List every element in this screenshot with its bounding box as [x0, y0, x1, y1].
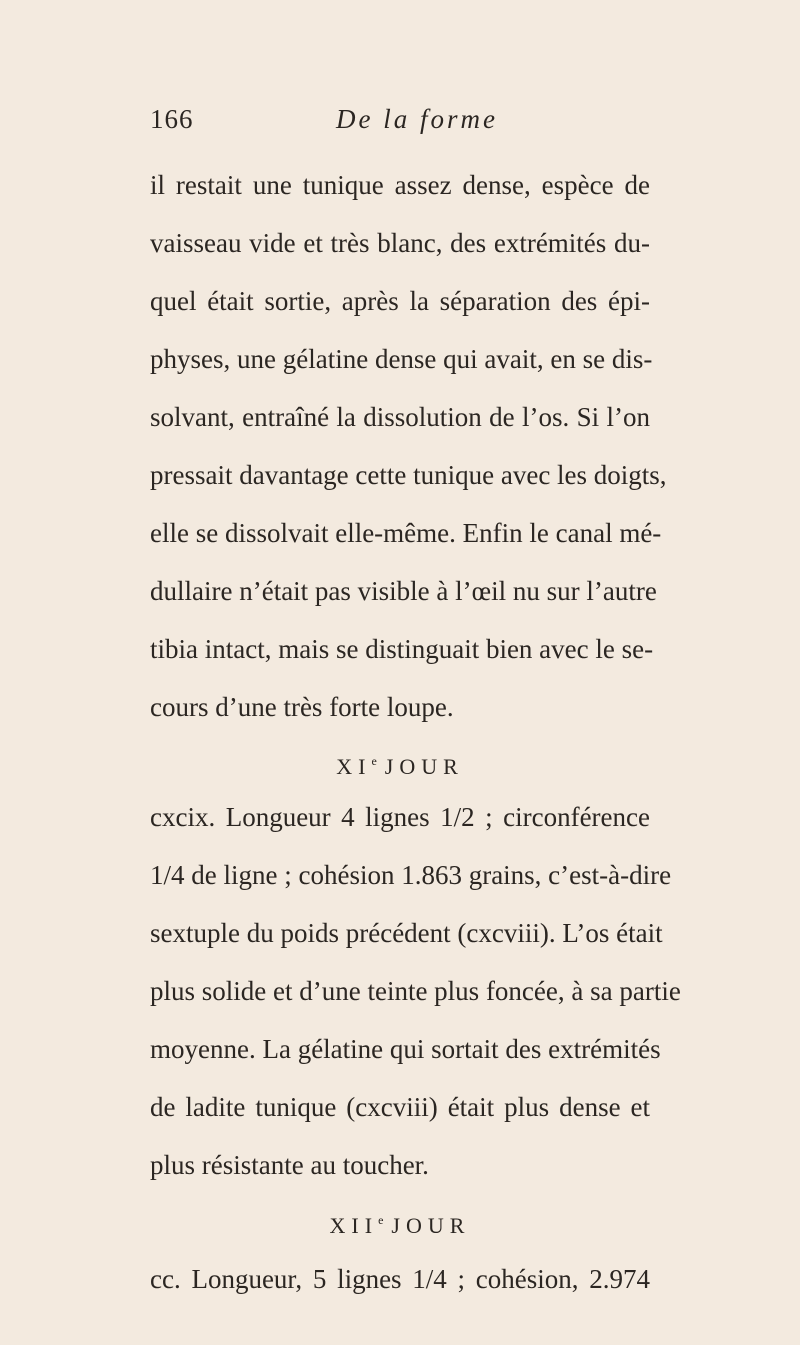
text-line: tibia intact, mais se distinguait bien avec le se-	[150, 634, 654, 664]
text-line: plus résistante au toucher.	[150, 1150, 429, 1180]
text-line: sextuple du poids précédent (cxcviii). L’os était	[150, 918, 663, 948]
day-numeral: XII	[329, 1213, 379, 1238]
text-line: moyenne. La gélatine qui sortait des extrémités	[150, 1034, 661, 1064]
text-line: physes, une gélatine dense qui avait, en se dis-	[150, 344, 653, 374]
text-line: il restait une tunique assez dense, espèce de	[150, 170, 650, 200]
day-word: JOUR	[391, 1213, 471, 1238]
text-line: quel était sortie, après la séparation des épi-	[150, 286, 650, 316]
ordinal-superscript: e	[371, 754, 377, 768]
running-title: De la forme	[336, 104, 498, 134]
text-line: dullaire n’était pas visible à l’œil nu sur l’autre	[150, 576, 657, 606]
text-line: 1/4 de ligne ; cohésion 1.863 grains, c’est-à-dire	[150, 860, 672, 890]
section-heading	[150, 746, 650, 782]
day-word: JOUR	[384, 754, 464, 779]
text-line: cxcix. Longueur 4 lignes 1/2 ; circonférence	[150, 802, 650, 832]
text-line: de ladite tunique (cxcviii) était plus dense et	[150, 1092, 650, 1122]
ordinal-superscript: e	[378, 1213, 384, 1227]
text-line: cours d’une très forte loupe.	[150, 692, 454, 722]
text-line: cc. Longueur, 5 lignes 1/4 ; cohésion, 2.974	[150, 1264, 650, 1294]
day-numeral: XI	[336, 754, 372, 779]
page-number: 166	[150, 104, 194, 134]
text-line: plus solide et d’une teinte plus foncée, à sa partie	[150, 976, 681, 1006]
text-line: pressait davantage cette tunique avec les doigts,	[150, 460, 667, 490]
text-line: solvant, entraîné la dissolution de l’os. Si l’on	[150, 402, 650, 432]
page-header	[150, 104, 650, 144]
section-heading	[150, 1205, 650, 1241]
text-line: vaisseau vide et très blanc, des extrémités du-	[150, 228, 650, 258]
text-line: elle se dissolvait elle-même. Enfin le canal mé-	[150, 518, 662, 548]
